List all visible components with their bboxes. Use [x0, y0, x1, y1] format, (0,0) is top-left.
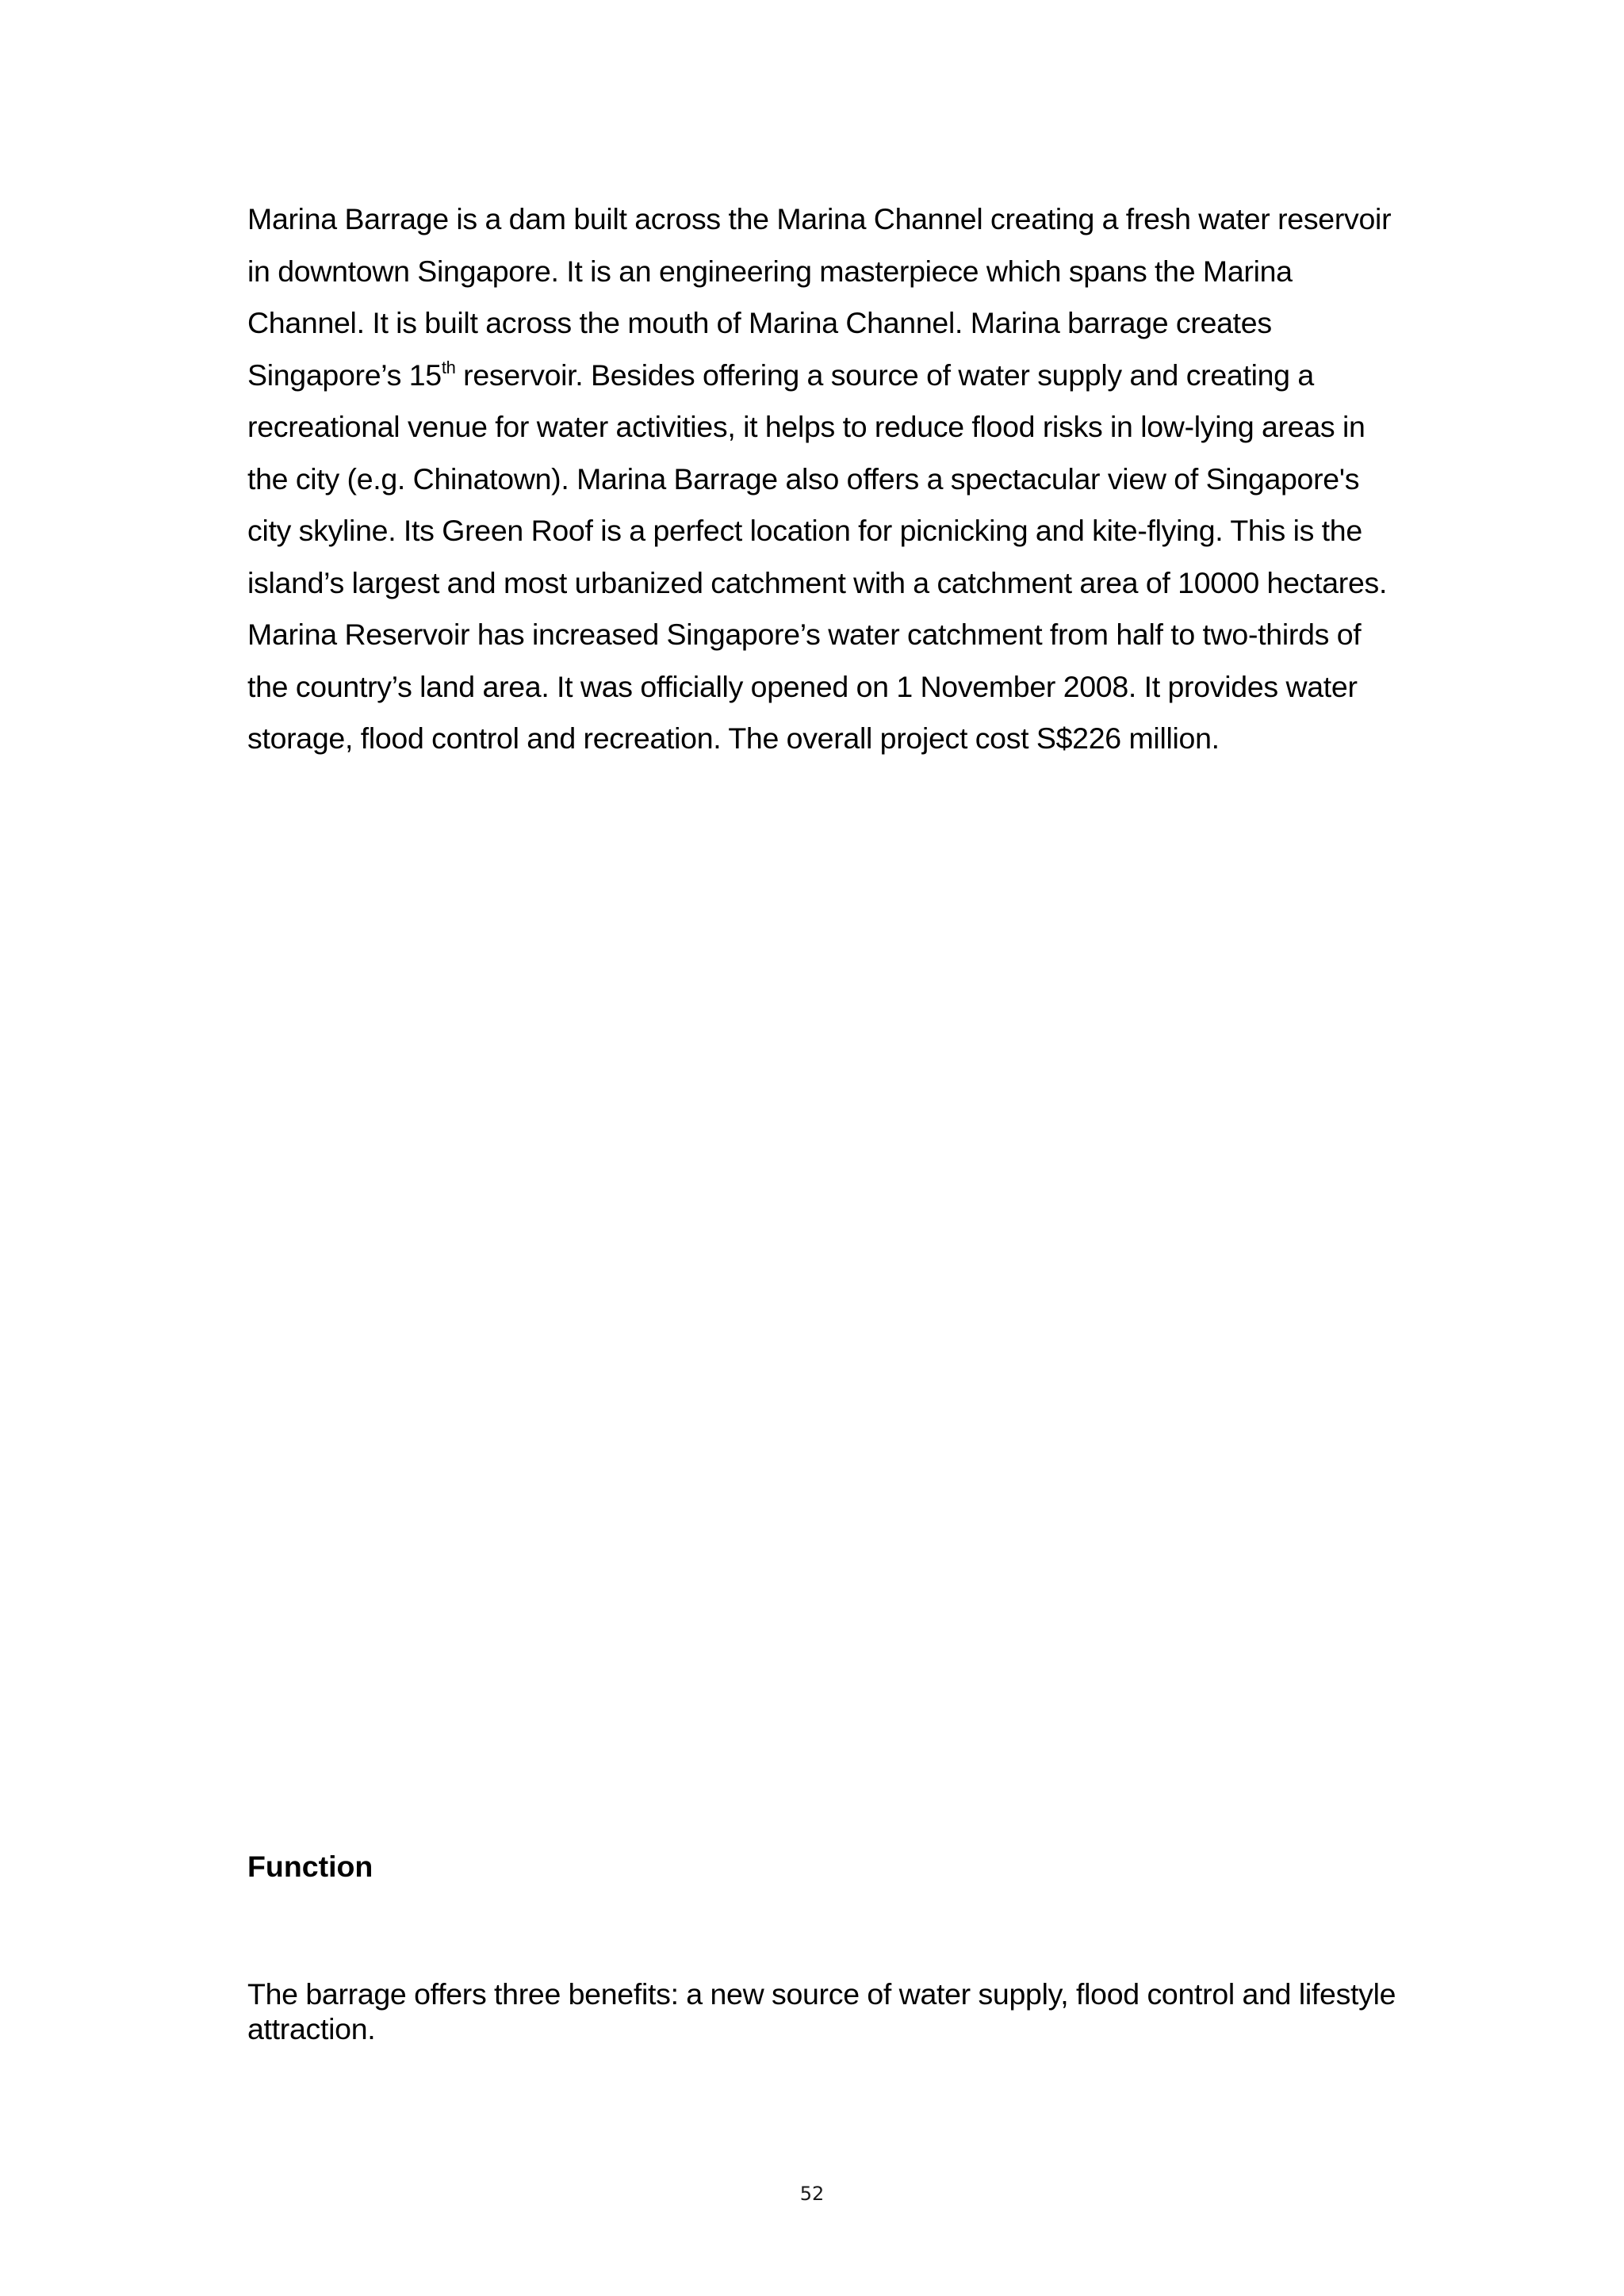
function-paragraph: The barrage offers three benefits: a new source of water supply, flood control and lifestyle attraction.: [247, 1977, 1396, 2045]
intro-text-part-1: Marina Barrage is a dam built across the Marina Channel creating a fresh water reservoir in downtown Singapore. It is an engineering masterpiece which spans the Marina Channel. It is built across the mouth of Marina Channel. Marina barrage creates Singapore’s 15: [247, 202, 1392, 392]
page-number: 52: [799, 2183, 825, 2205]
intro-text-part-2: reservoir. Besides offering a source of water supply and creating a recreational venue for water activities, it helps to reduce flood risks in low-lying areas in the city (e.g. Chinatown). Marina Barrage also offers a spectacular view of Singapore's city skyline. Its Green Roof is a perfect location for picnicking and kite-flying. This is the island’s largest and most urbanized catchment with a catchment area of 10000 hectares. Marina Reservoir has increased Singapore’s water catchment from half to two-thirds of the country’s land area. It was officially opened on 1 November 2008. It provides water storage, flood control and recreation. The overall project cost S$226 million.: [247, 358, 1388, 755]
intro-paragraph: [247, 193, 1405, 765]
ordinal-superscript: th: [441, 357, 456, 377]
function-heading: Function: [247, 1850, 373, 1883]
